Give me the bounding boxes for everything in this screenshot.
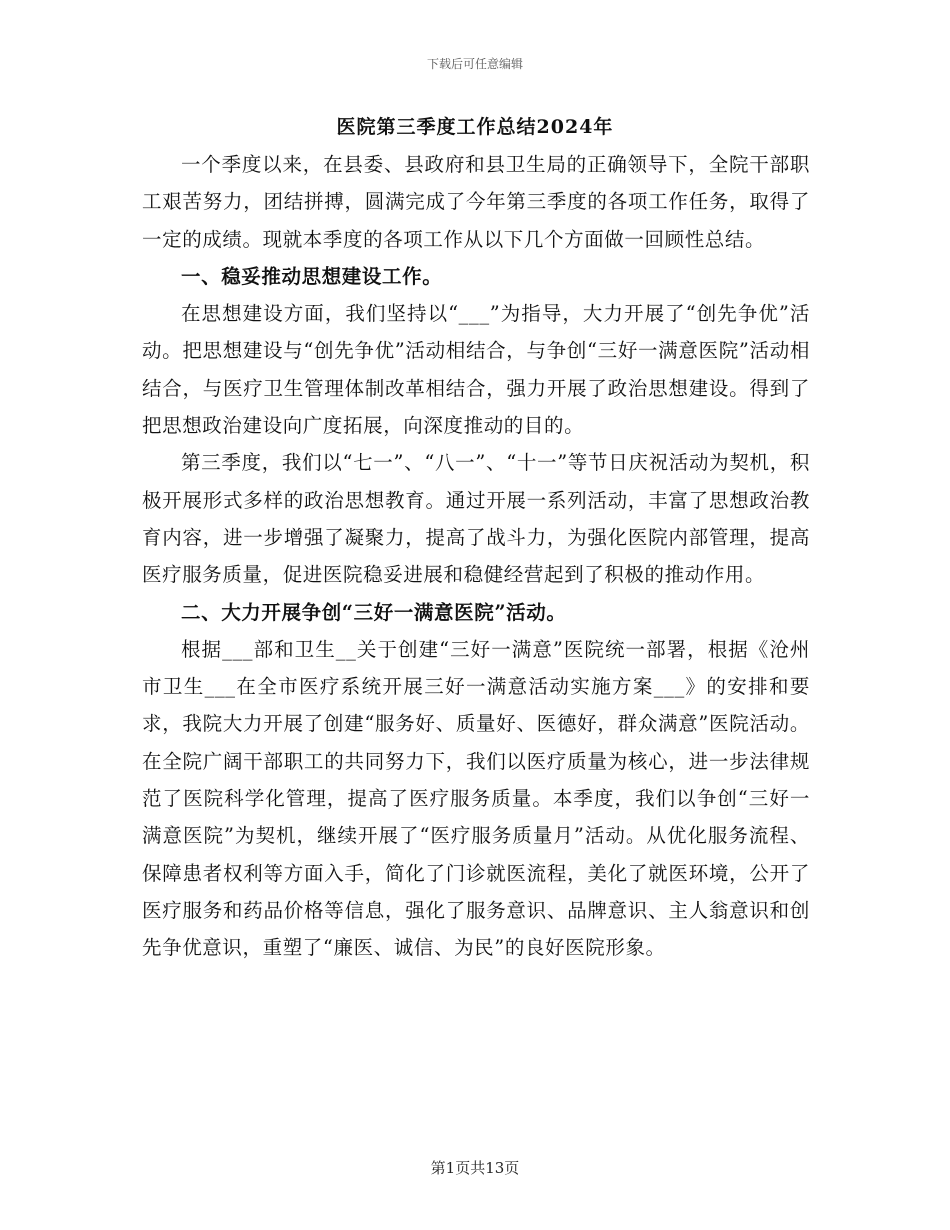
document-body (142, 146, 810, 967)
header-note: 下载后可任意编辑 (426, 57, 523, 71)
page-footer: 第1页共13页 (430, 1159, 520, 1177)
document-title: 医院第三季度工作总结2024年 (336, 116, 614, 138)
paragraph-third-quarter: 第三季度，我们以“七一”、“八一”、“十一”等节日庆祝活动为契机，积极开展形式多样的政治思想教育。通过开展一系列活动，丰富了思想政治教育内容，进一步增强了凝聚力，提高了战斗力，为强化医院内部管理，提高医疗服务质量，促进医院稳妥进展和稳健经营起到了积极的推动作用。 (142, 451, 810, 587)
section-heading-1: 一、稳妥推动思想建设工作。 (181, 264, 443, 288)
section-heading-2: 二、大力开展争创“三好一满意医院”活动。 (181, 600, 567, 624)
paragraph-thought-building: 在思想建设方面，我们坚持以“___”为指导，大力开展了“创先争优”活动。把思想建设与“创先争优”活动相结合，与争创“三好一满意医院”活动相结合，与医疗卫生管理体制改革相结合，强力开展了政治思想建设。得到了把思想政治建设向广度拓展，向深度推动的目的。 (142, 302, 810, 438)
paragraph-intro: 一个季度以来，在县委、县政府和县卫生局的正确领导下，全院干部职工艰苦努力，团结拼搏，圆满完成了今年第三季度的各项工作任务，取得了一定的成绩。现就本季度的各项工作从以下几个方面做一回顾性总结。 (142, 153, 810, 251)
paragraph-three-good: 根据___部和卫生__关于创建“三好一满意”医院统一部署，根据《沧州市卫生___在全市医疗系统开展三好一满意活动实施方案___》的安排和要求，我院大力开展了创建“服务好、质量好、医德好，群众满意”医院活动。在全院广阔干部职工的共同努力下，我们以医疗质量为核心，进一步法律规范了医院科学化管理，提高了医疗服务质量。本季度，我们以争创“三好一满意医院”为契机，继续开展了“医疗服务质量月”活动。从优化服务流程、保障患者权利等方面入手，简化了门诊就医流程，美化了就医环境，公开了医疗服务和药品价格等信息，强化了服务意识、品牌意识、主人翁意识和创先争优意识，重塑了“廉医、诚信、为民”的良好医院形象。 (142, 637, 810, 960)
